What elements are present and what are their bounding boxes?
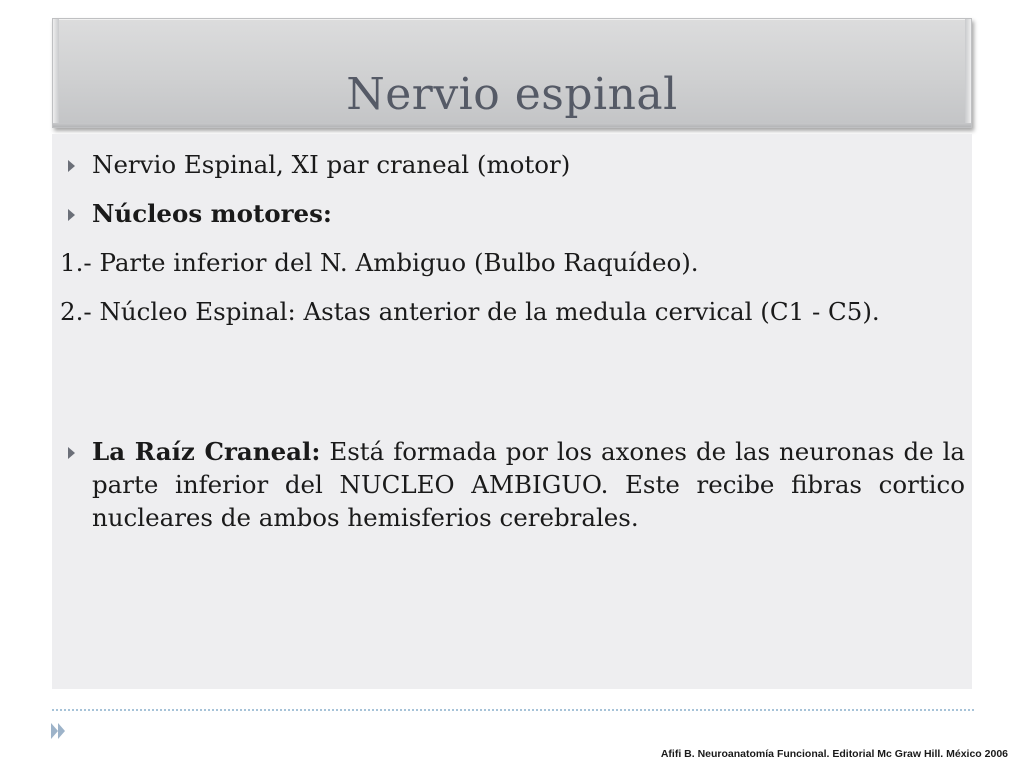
bullet-item [60,148,965,181]
triangle-right-icon [68,447,75,459]
slide-title: Nervio espinal [346,69,678,120]
triangle-right-icon [68,209,75,221]
footer-citation: Afifi B. Neuroanatomía Funcional. Editorial Mc Graw Hill. México 2006 [660,748,1008,760]
numbered-item-text: 2.- Núcleo Espinal: Astas anterior de la medula cervical (C1 - C5). [60,297,880,326]
numbered-item [60,246,965,279]
numbered-item [60,295,965,328]
bullet-text: Está formada por los axones de las neuronas de la parte inferior del NUCLEO AMBIGUO. Este recibe fibras cortico nucleares de ambos hemisferios cerebrales. [92,437,966,532]
triangle-right-icon [68,160,75,172]
footer-divider [52,709,974,711]
title-bar [52,18,972,128]
bullet-bold-label: Núcleos motores: [92,199,332,228]
bullet-item [60,197,965,230]
bullet-text: Nervio Espinal, XI par craneal (motor) [92,150,571,179]
bullet-bold-label: La Raíz Craneal: [92,437,321,466]
title-bevel-bottom [53,123,971,127]
double-chevron-right-icon [48,721,68,741]
bullet-item [60,435,965,534]
numbered-item-text: 1.- Parte inferior del N. Ambiguo (Bulbo Raquídeo). [60,248,699,277]
